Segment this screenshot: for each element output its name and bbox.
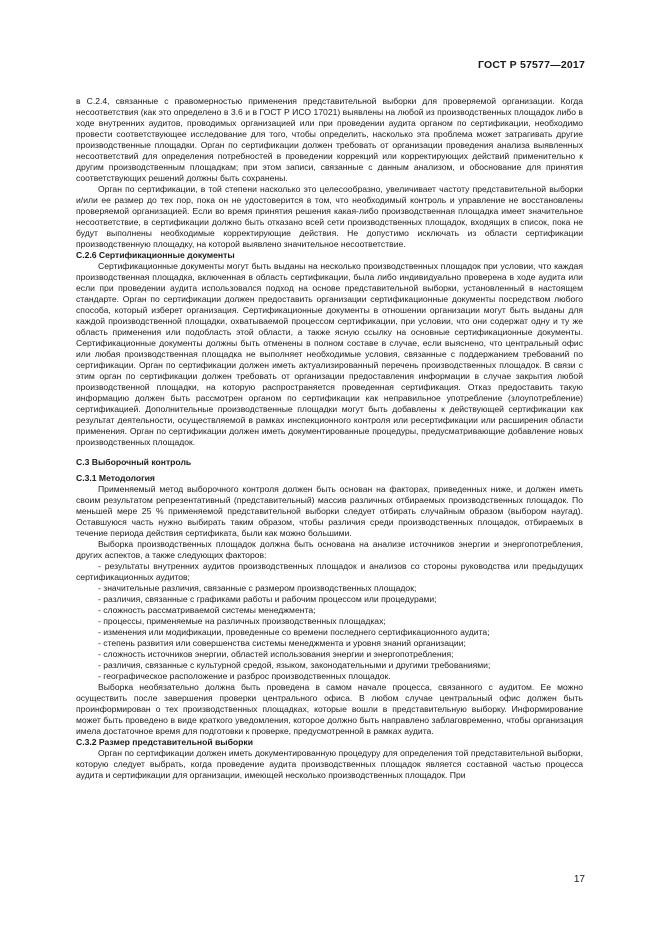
paragraph: Орган по сертификации должен иметь документированную процедуру для определения той представительной выборки, которую следует выбрать, когда проведение аудита производственных площадок является составной частью процесса аудита и сертификации для организации, имеющей несколько производственных площадок. При <box>76 748 583 780</box>
list-item: - значительные различия, связанные с размером производственных площадок; <box>98 583 417 593</box>
list-item: - различия, связанные с культурной средой, языком, законодательными и другими требованиями; <box>98 660 491 670</box>
list-item: - степень развития или совершенства системы менеджмента и уровня знаний организации; <box>98 638 466 648</box>
paragraph: в С.2.4, связанные с правомерностью применения представительной выборки для проверяемой организации. Когда несоответствия (как это определено в 3.6 и в ГОСТ Р ИСО 17021) выявлены на любой из производственных площадок либо в ходе внутренних аудитов, проводимых организацией или при проведении аудита органом по сертификации, необходимо провести соответствующее исследование для того, чтобы определить, насколько эта проблема может затрагивать другие производственные площадки. Орган по сертификации должен требовать от организации проведения анализа выявленных несоответствий для определения потребностей в проведении коррекций или корректирующих действий применительно к другим производственным площадкам; при этом записи, связанные с данным анализом, и обоснование для принятия соответствующих решений должны быть сохранены. <box>76 96 583 183</box>
document-id: ГОСТ Р 57577—2017 <box>477 59 585 71</box>
section-heading: С.3.2 Размер представительной выборки <box>76 737 254 747</box>
section-heading: С.2.6 Сертификационные документы <box>76 250 235 260</box>
list-item: - сложность рассматриваемой системы менеджмента; <box>98 605 316 615</box>
paragraph: Сертификационные документы могут быть выданы на несколько производственных площадок при условии, что каждая производственная площадка, включенная в область сертификации, была либо индивидуально проверена в ходе аудита или если при проведении аудита использовался подход на основе представительной выборки, установленный в настоящем стандарте. Орган по сертификации должен предоставить организации сертификационные документы посредством любого способа, который изберет организация. Сертификационные документы в отношении организации могут быть выданы для каждой производственной площадки, охватываемой процессом сертификации, при условии, что они содержат одну и ту же область применения или подобласть этой области, а также ясную ссылку на основные сертификационные документы. Сертификационные документы должны быть отменены в полном составе в случае, если выяснено, что центральный офис или любая производственная площадка не выполняет необходимые условия, связанные с поддержанием требований по сертификации. Орган по сертификации должен иметь актуализированный перечень производственных площадок. В связи с этим орган по сертификации должен требовать от организации предоставления информации в случае закрытия любой производственной площадки, на которую распространяется проведенная сертификация. Отказ предоставить такую информацию должен быть рассмотрен органом по сертификации как неправильное употребление (злоупотребление) сертификацией. Дополнительные производственные площадки могут быть добавлены к действующей сертификации как результат деятельности, осуществляемой в рамках инспекционного контроля или ресертификации или расширения области применения. Орган по сертификации должен иметь документированные процедуры, предусматривающие добавление новых производственных площадок. <box>76 261 583 447</box>
list-item: - различия, связанные с графиками работы и рабочим процессом или процедурами; <box>98 594 437 604</box>
section-heading: С.3 Выборочный контроль <box>76 457 192 467</box>
paragraph: Выборка производственных площадок должна быть основана на анализе источников энергии и энергопотребления, других аспектов, а также следующих факторов: <box>76 539 583 560</box>
document-body <box>76 96 583 781</box>
list-item: - сложность источников энергии, областей использования энергии и энергопотребления; <box>98 649 454 659</box>
list-item: - процессы, применяемые на различных производственных площадках; <box>98 616 386 626</box>
page-number: 17 <box>573 874 585 885</box>
paragraph: Выборка необязательно должна быть проведена в самом начале процесса, связанного с аудитом. Ее можно осуществить после завершения проверки центрального офиса. В любом случае центральный офис должен быть проинформирован о тех производственных площадках, которые вошли в представительную выборку. Информирование может быть проведено в виде краткого уведомления, которое должно быть направлено заблаговременно, чтобы организация имела достаточное время для подготовки к проверке, предусмотренной в рамках аудита. <box>76 682 583 736</box>
list-item: - географическое расположение и разброс производственных площадок. <box>98 671 391 681</box>
list-item: - результаты внутренних аудитов производственных площадок и анализов со стороны руководства или предыдущих сертификационных аудитов; <box>76 561 583 582</box>
paragraph: Орган по сертификации, в той степени насколько это целесообразно, увеличивает частоту представительной выборки и/или ее размер до тех пор, пока он не удостоверится в том, что необходимый контроль и управление не восстановлены проверяемой организацией. Если во время принятия решения какая-либо производственная площадка имеет значительное несоответствие, в сертификации должно быть отказано всей сети производственных площадок, входящих в список, пока не будут выполнены необходимые корректирующие действия. Не допустимо исключать из области сертификации производственную площадку, на которой выявлено значительное несоответствие. <box>76 184 583 249</box>
section-heading: С.3.1 Методология <box>76 473 155 483</box>
paragraph: Применяемый метод выборочного контроля должен быть основан на факторах, приведенных ниже, и должен иметь своим результатом репрезентативный (представительный) массив различных отбираемых производственных площадок. По меньшей мере 25 % применяемой представительной выборки следует отбирать случайным образом (выбором наугад). Оставшуюся часть нужно выбирать таким образом, чтобы различия среди производственных площадок, отбираемых в течение периода действия сертификата, были как можно большими. <box>76 484 583 538</box>
list-item: - изменения или модификации, проведенные со времени последнего сертификационного аудита; <box>98 627 490 637</box>
